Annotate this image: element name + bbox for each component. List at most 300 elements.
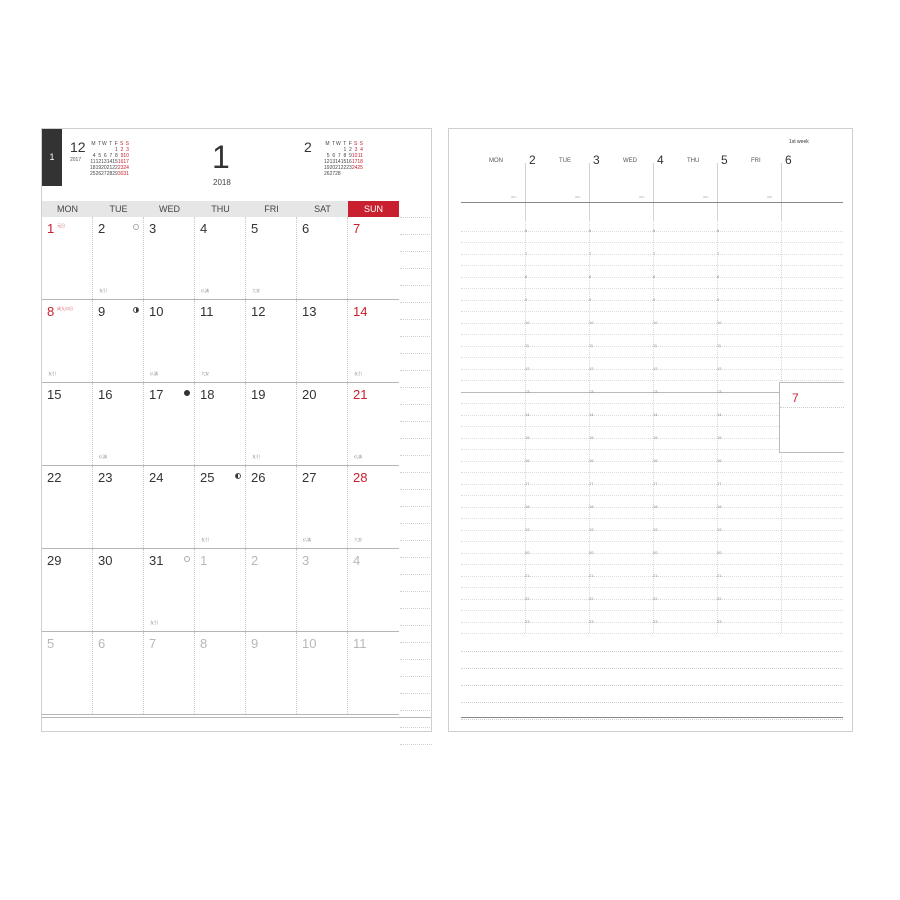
day-cell[interactable] <box>144 466 195 548</box>
week-row <box>42 549 399 632</box>
day-cell[interactable] <box>348 300 399 382</box>
hour-row <box>461 274 843 279</box>
day-of-year-code: 004 <box>703 195 709 199</box>
week-header <box>461 147 845 203</box>
mini-day: 8 <box>343 153 347 159</box>
note-line <box>400 201 432 218</box>
note-line <box>400 541 432 558</box>
day-number: 1 <box>47 221 55 236</box>
note-line <box>400 711 432 728</box>
mini-day: 3 <box>126 147 129 153</box>
day-cell[interactable] <box>246 632 297 714</box>
day-number: 12 <box>251 304 266 319</box>
rokuyo-label: 大安 <box>252 288 260 293</box>
day-cell[interactable] <box>195 217 246 299</box>
mini-weekday-label: T <box>343 141 347 147</box>
day-number: 31 <box>149 553 164 568</box>
hour-label: 13 <box>717 389 722 394</box>
sunday-divider <box>780 407 844 408</box>
hour-label: 18 <box>717 504 722 509</box>
hour-label: 17 <box>525 481 530 486</box>
moon-phase-icon <box>133 224 139 230</box>
note-line <box>400 728 432 745</box>
hour-label: 20 <box>653 550 658 555</box>
day-number: 8 <box>47 304 55 319</box>
day-number: 10 <box>302 636 317 651</box>
hour-row <box>461 573 843 578</box>
day-cell[interactable] <box>195 466 246 548</box>
day-number: 7 <box>353 221 361 236</box>
weekly-page <box>448 128 853 732</box>
weekday-label-fri: FRI <box>264 204 279 214</box>
hour-label: 16 <box>653 458 658 463</box>
mini-day: 19 <box>324 165 330 171</box>
week-row <box>42 300 399 383</box>
day-number: 26 <box>251 470 266 485</box>
mini-day: 24 <box>123 165 129 171</box>
note-line <box>400 609 432 626</box>
mini-weekday-label: S <box>359 141 363 147</box>
day-cell[interactable] <box>297 383 348 465</box>
day-cell[interactable] <box>246 383 297 465</box>
mini-day: 23 <box>117 165 124 171</box>
half-hour-row <box>461 564 843 565</box>
day-cell[interactable] <box>144 383 195 465</box>
day-number: 13 <box>302 304 317 319</box>
note-line <box>400 660 432 677</box>
day-header[interactable] <box>589 147 653 203</box>
day-cell[interactable] <box>144 632 195 714</box>
hour-label: 14 <box>525 412 530 417</box>
mini-day: 6 <box>332 153 336 159</box>
note-line <box>400 507 432 524</box>
memo-line <box>461 635 843 652</box>
day-number: 1 <box>200 553 208 568</box>
hour-label: 18 <box>525 504 530 509</box>
weekday-label-sat: SAT <box>314 204 331 214</box>
hour-label: 22 <box>717 596 722 601</box>
day-number: 3 <box>149 221 157 236</box>
mini-day: 31 <box>123 171 129 177</box>
mini-prev-table <box>90 141 129 177</box>
day-number: 23 <box>98 470 113 485</box>
day-number: 18 <box>200 387 215 402</box>
hour-label: 14 <box>653 412 658 417</box>
rokuyo-label: 友引 <box>99 288 107 293</box>
day-header[interactable] <box>653 147 717 203</box>
mini-day: 26 <box>324 171 330 177</box>
hour-label: 18 <box>653 504 658 509</box>
hour-label: 20 <box>717 550 722 555</box>
half-hour-row <box>461 541 843 542</box>
half-hour-row <box>461 633 843 634</box>
hour-row <box>461 458 843 463</box>
note-line <box>400 439 432 456</box>
day-cell[interactable] <box>144 217 195 299</box>
day-number: 16 <box>98 387 113 402</box>
hour-label: 8 <box>525 274 528 279</box>
hour-row <box>461 596 843 601</box>
week-label: 1st week <box>789 139 809 145</box>
mini-day: 7 <box>337 153 341 159</box>
hour-label: 9 <box>717 297 720 302</box>
half-hour-row <box>461 518 843 519</box>
mini-day: 17 <box>123 159 129 165</box>
half-hour-row <box>461 357 843 358</box>
hour-label: 11 <box>653 343 658 348</box>
day-cell[interactable] <box>348 466 399 548</box>
day-cell[interactable] <box>297 549 348 631</box>
hour-label: 23 <box>525 619 530 624</box>
rokuyo-label: 友引 <box>252 454 260 459</box>
header-rule <box>461 202 843 203</box>
hour-label: 17 <box>717 481 722 486</box>
mini-weekday-label: S <box>120 141 124 147</box>
mini-day: 19 <box>95 165 102 171</box>
hour-label: 19 <box>589 527 594 532</box>
mini-day: 10 <box>123 153 129 159</box>
note-line <box>400 558 432 575</box>
hour-label: 21 <box>589 573 594 578</box>
hour-row <box>461 550 843 555</box>
half-hour-row <box>461 587 843 588</box>
rokuyo-label: 友引 <box>150 620 158 625</box>
month-grid <box>42 217 399 715</box>
mini-day: 3 <box>354 147 358 153</box>
day-cell[interactable] <box>297 300 348 382</box>
hour-row <box>461 228 843 233</box>
mini-day: 17 <box>351 159 358 165</box>
mini-day: 22 <box>340 165 347 171</box>
half-hour-row <box>461 265 843 266</box>
hour-row <box>461 366 843 371</box>
hour-label: 15 <box>717 435 722 440</box>
mini-day: 7 <box>109 153 113 159</box>
day-header-number: 6 <box>785 153 792 167</box>
day-number: 30 <box>98 553 113 568</box>
day-header-name: TUE <box>559 158 571 164</box>
mini-day: 25 <box>90 171 96 177</box>
rokuyo-label: 友引 <box>48 371 56 376</box>
note-line <box>400 252 432 269</box>
hour-label: 7 <box>589 251 592 256</box>
day-cell[interactable] <box>195 300 246 382</box>
mini-day: 24 <box>351 165 358 171</box>
day-cell[interactable] <box>246 217 297 299</box>
hour-label: 10 <box>717 320 722 325</box>
rokuyo-label: 大安 <box>201 371 209 376</box>
day-header[interactable] <box>781 147 845 203</box>
day-header-number: 5 <box>721 153 728 167</box>
week-row <box>42 632 399 715</box>
mini-day: 6 <box>103 153 107 159</box>
mini-weekday-label: F <box>114 141 118 147</box>
column-line <box>525 209 526 633</box>
half-hour-row <box>461 288 843 289</box>
rokuyo-label: 仏滅 <box>150 371 158 376</box>
day-header-number: 3 <box>593 153 600 167</box>
hour-label: 7 <box>717 251 720 256</box>
hour-label: 21 <box>653 573 658 578</box>
day-cell[interactable] <box>348 549 399 631</box>
mini-day: 28 <box>106 171 113 177</box>
day-cell[interactable] <box>93 466 144 548</box>
day-cell[interactable] <box>42 217 93 299</box>
day-cell[interactable] <box>246 549 297 631</box>
mini-day: 13 <box>329 159 336 165</box>
hour-label: 9 <box>525 297 528 302</box>
day-number: 7 <box>149 636 157 651</box>
hour-label: 6 <box>717 228 720 233</box>
mini-day: 18 <box>90 165 96 171</box>
hour-label: 8 <box>589 274 592 279</box>
hour-row <box>461 251 843 256</box>
mini-day: 4 <box>92 153 96 159</box>
day-number: 6 <box>302 221 310 236</box>
day-cell[interactable] <box>348 383 399 465</box>
note-line <box>400 677 432 694</box>
note-line <box>400 694 432 711</box>
note-line <box>400 320 432 337</box>
sunday-box <box>779 382 844 453</box>
mini-day: 21 <box>335 165 341 171</box>
note-line <box>400 456 432 473</box>
hour-label: 20 <box>525 550 530 555</box>
day-number: 11 <box>353 636 367 651</box>
day-header[interactable] <box>717 147 781 203</box>
mini-weekday-label: T <box>109 141 113 147</box>
mini-weekday-label: M <box>325 141 330 147</box>
note-line <box>400 592 432 609</box>
day-number: 14 <box>353 304 368 319</box>
day-cell[interactable] <box>195 383 246 465</box>
hour-label: 13 <box>653 389 658 394</box>
day-cell[interactable] <box>93 300 144 382</box>
day-of-year-code: 001 <box>511 195 517 199</box>
day-number: 2 <box>251 553 259 568</box>
notes-column <box>400 201 432 721</box>
mini-day: 21 <box>106 165 113 171</box>
mini-day: 27 <box>329 171 336 177</box>
day-header-name: THU <box>687 158 700 164</box>
hour-label: 22 <box>589 596 594 601</box>
day-cell[interactable] <box>348 632 399 714</box>
day-number: 21 <box>353 387 368 402</box>
day-number: 5 <box>251 221 259 236</box>
mini-day: 16 <box>117 159 124 165</box>
hour-label: 10 <box>525 320 530 325</box>
day-header-name: FRI <box>751 158 761 164</box>
moon-phase-icon <box>184 390 190 396</box>
mini-day: 29 <box>112 171 118 177</box>
day-cell[interactable] <box>144 549 195 631</box>
hour-label: 10 <box>589 320 594 325</box>
mini-day: 15 <box>340 159 347 165</box>
mini-day: 25 <box>357 165 363 171</box>
day-cell[interactable] <box>42 466 93 548</box>
mini-day: 1 <box>343 147 347 153</box>
day-cell[interactable] <box>144 300 195 382</box>
hour-label: 7 <box>653 251 656 256</box>
half-hour-row <box>461 495 843 496</box>
hour-label: 11 <box>717 343 722 348</box>
mini-day: 26 <box>95 171 102 177</box>
holiday-label: 成人の日 <box>57 306 73 311</box>
day-cell[interactable] <box>297 632 348 714</box>
note-line <box>400 388 432 405</box>
day-cell[interactable] <box>195 549 246 631</box>
mini-day: 16 <box>346 159 352 165</box>
note-line <box>400 303 432 320</box>
mini-day: 11 <box>90 159 96 165</box>
day-cell[interactable] <box>93 383 144 465</box>
day-number: 25 <box>200 470 215 485</box>
day-number: 4 <box>200 221 208 236</box>
holiday-label: 元日 <box>57 223 65 228</box>
note-line <box>400 269 432 286</box>
hour-label: 19 <box>717 527 722 532</box>
weekday-label-thu: THU <box>211 204 230 214</box>
mini-day: 18 <box>357 159 363 165</box>
hour-label: 6 <box>525 228 528 233</box>
hour-label: 9 <box>653 297 656 302</box>
day-cell[interactable] <box>42 632 93 714</box>
hour-label: 12 <box>525 366 530 371</box>
day-number: 6 <box>98 636 106 651</box>
mini-day: 27 <box>101 171 107 177</box>
day-number: 3 <box>302 553 310 568</box>
rokuyo-label: 友引 <box>201 537 209 542</box>
hour-row <box>461 481 843 486</box>
note-line <box>400 524 432 541</box>
day-cell[interactable] <box>42 383 93 465</box>
weekday-header-row <box>42 201 399 217</box>
note-line <box>400 235 432 252</box>
memo-line <box>461 652 843 669</box>
mini-day: 12 <box>95 159 102 165</box>
hour-label: 12 <box>589 366 594 371</box>
hour-label: 7 <box>525 251 528 256</box>
week-row <box>42 383 399 466</box>
mini-day: 1 <box>115 147 118 153</box>
half-hour-row <box>461 311 843 312</box>
hour-label: 14 <box>717 412 722 417</box>
note-line <box>400 422 432 439</box>
day-cell[interactable] <box>42 300 93 382</box>
hour-label: 17 <box>589 481 594 486</box>
monthly-page <box>41 128 432 732</box>
day-cell[interactable] <box>42 549 93 631</box>
rokuyo-label: 仏滅 <box>354 454 362 459</box>
mini-day: 14 <box>335 159 341 165</box>
rokuyo-label: 友引 <box>354 371 362 376</box>
hour-label: 14 <box>589 412 594 417</box>
rokuyo-label: 大安 <box>354 537 362 542</box>
note-line <box>400 490 432 507</box>
hour-label: 19 <box>525 527 530 532</box>
half-hour-row <box>461 380 843 381</box>
weekday-label-sun: SUN <box>348 201 399 217</box>
day-cell[interactable] <box>93 217 144 299</box>
memo-area <box>461 635 843 720</box>
hour-label: 19 <box>653 527 658 532</box>
hour-label: 13 <box>589 389 594 394</box>
mini-weekday-label: W <box>335 141 341 147</box>
half-hour-row <box>461 334 843 335</box>
day-cell[interactable] <box>348 217 399 299</box>
mini-day: 4 <box>360 147 363 153</box>
day-cell[interactable] <box>297 217 348 299</box>
mini-day: 2 <box>349 147 352 153</box>
mini-day: 22 <box>112 165 118 171</box>
sunday-number: 7 <box>792 391 799 405</box>
day-of-year-code: 003 <box>639 195 645 199</box>
day-number: 10 <box>149 304 164 319</box>
day-number: 15 <box>47 387 62 402</box>
moon-phase-icon <box>235 473 241 479</box>
moon-phase-icon <box>133 307 139 313</box>
day-number: 8 <box>200 636 208 651</box>
mini-day: 23 <box>346 165 352 171</box>
mini-day: 5 <box>326 153 330 159</box>
day-number: 29 <box>47 553 62 568</box>
day-header-name: MON <box>489 158 503 164</box>
note-line <box>400 643 432 660</box>
hour-label: 12 <box>653 366 658 371</box>
note-line <box>400 371 432 388</box>
rokuyo-label: 仏滅 <box>201 288 209 293</box>
mini-weekday-label: S <box>125 141 129 147</box>
mini-next-table <box>324 141 363 177</box>
rokuyo-label: 仏滅 <box>303 537 311 542</box>
hour-label: 15 <box>589 435 594 440</box>
note-line <box>400 354 432 371</box>
day-cell[interactable] <box>195 632 246 714</box>
hour-row <box>461 320 843 325</box>
hour-label: 9 <box>589 297 592 302</box>
hour-label: 8 <box>717 274 720 279</box>
mini-day: 30 <box>117 171 124 177</box>
day-header-number: 2 <box>529 153 536 167</box>
day-number: 27 <box>302 470 317 485</box>
hour-label: 23 <box>589 619 594 624</box>
day-cell[interactable] <box>297 466 348 548</box>
moon-phase-icon <box>184 556 190 562</box>
bottom-rule <box>461 717 843 718</box>
day-header[interactable] <box>525 147 589 203</box>
note-line <box>400 473 432 490</box>
mini-day: 2 <box>120 147 124 153</box>
hour-label: 11 <box>589 343 594 348</box>
day-number: 28 <box>353 470 368 485</box>
day-cell[interactable] <box>93 549 144 631</box>
day-header[interactable] <box>461 147 525 203</box>
day-cell[interactable] <box>246 300 297 382</box>
day-cell[interactable] <box>246 466 297 548</box>
hour-row <box>461 297 843 302</box>
column-line <box>717 209 718 633</box>
hour-label: 21 <box>525 573 530 578</box>
half-hour-row <box>461 610 843 611</box>
note-line <box>400 337 432 354</box>
half-hour-row <box>461 242 843 243</box>
mini-day: 15 <box>112 159 118 165</box>
mini-day: 11 <box>357 153 363 159</box>
hour-row <box>461 343 843 348</box>
day-cell[interactable] <box>93 632 144 714</box>
week-row <box>42 466 399 549</box>
hour-row <box>461 527 843 532</box>
